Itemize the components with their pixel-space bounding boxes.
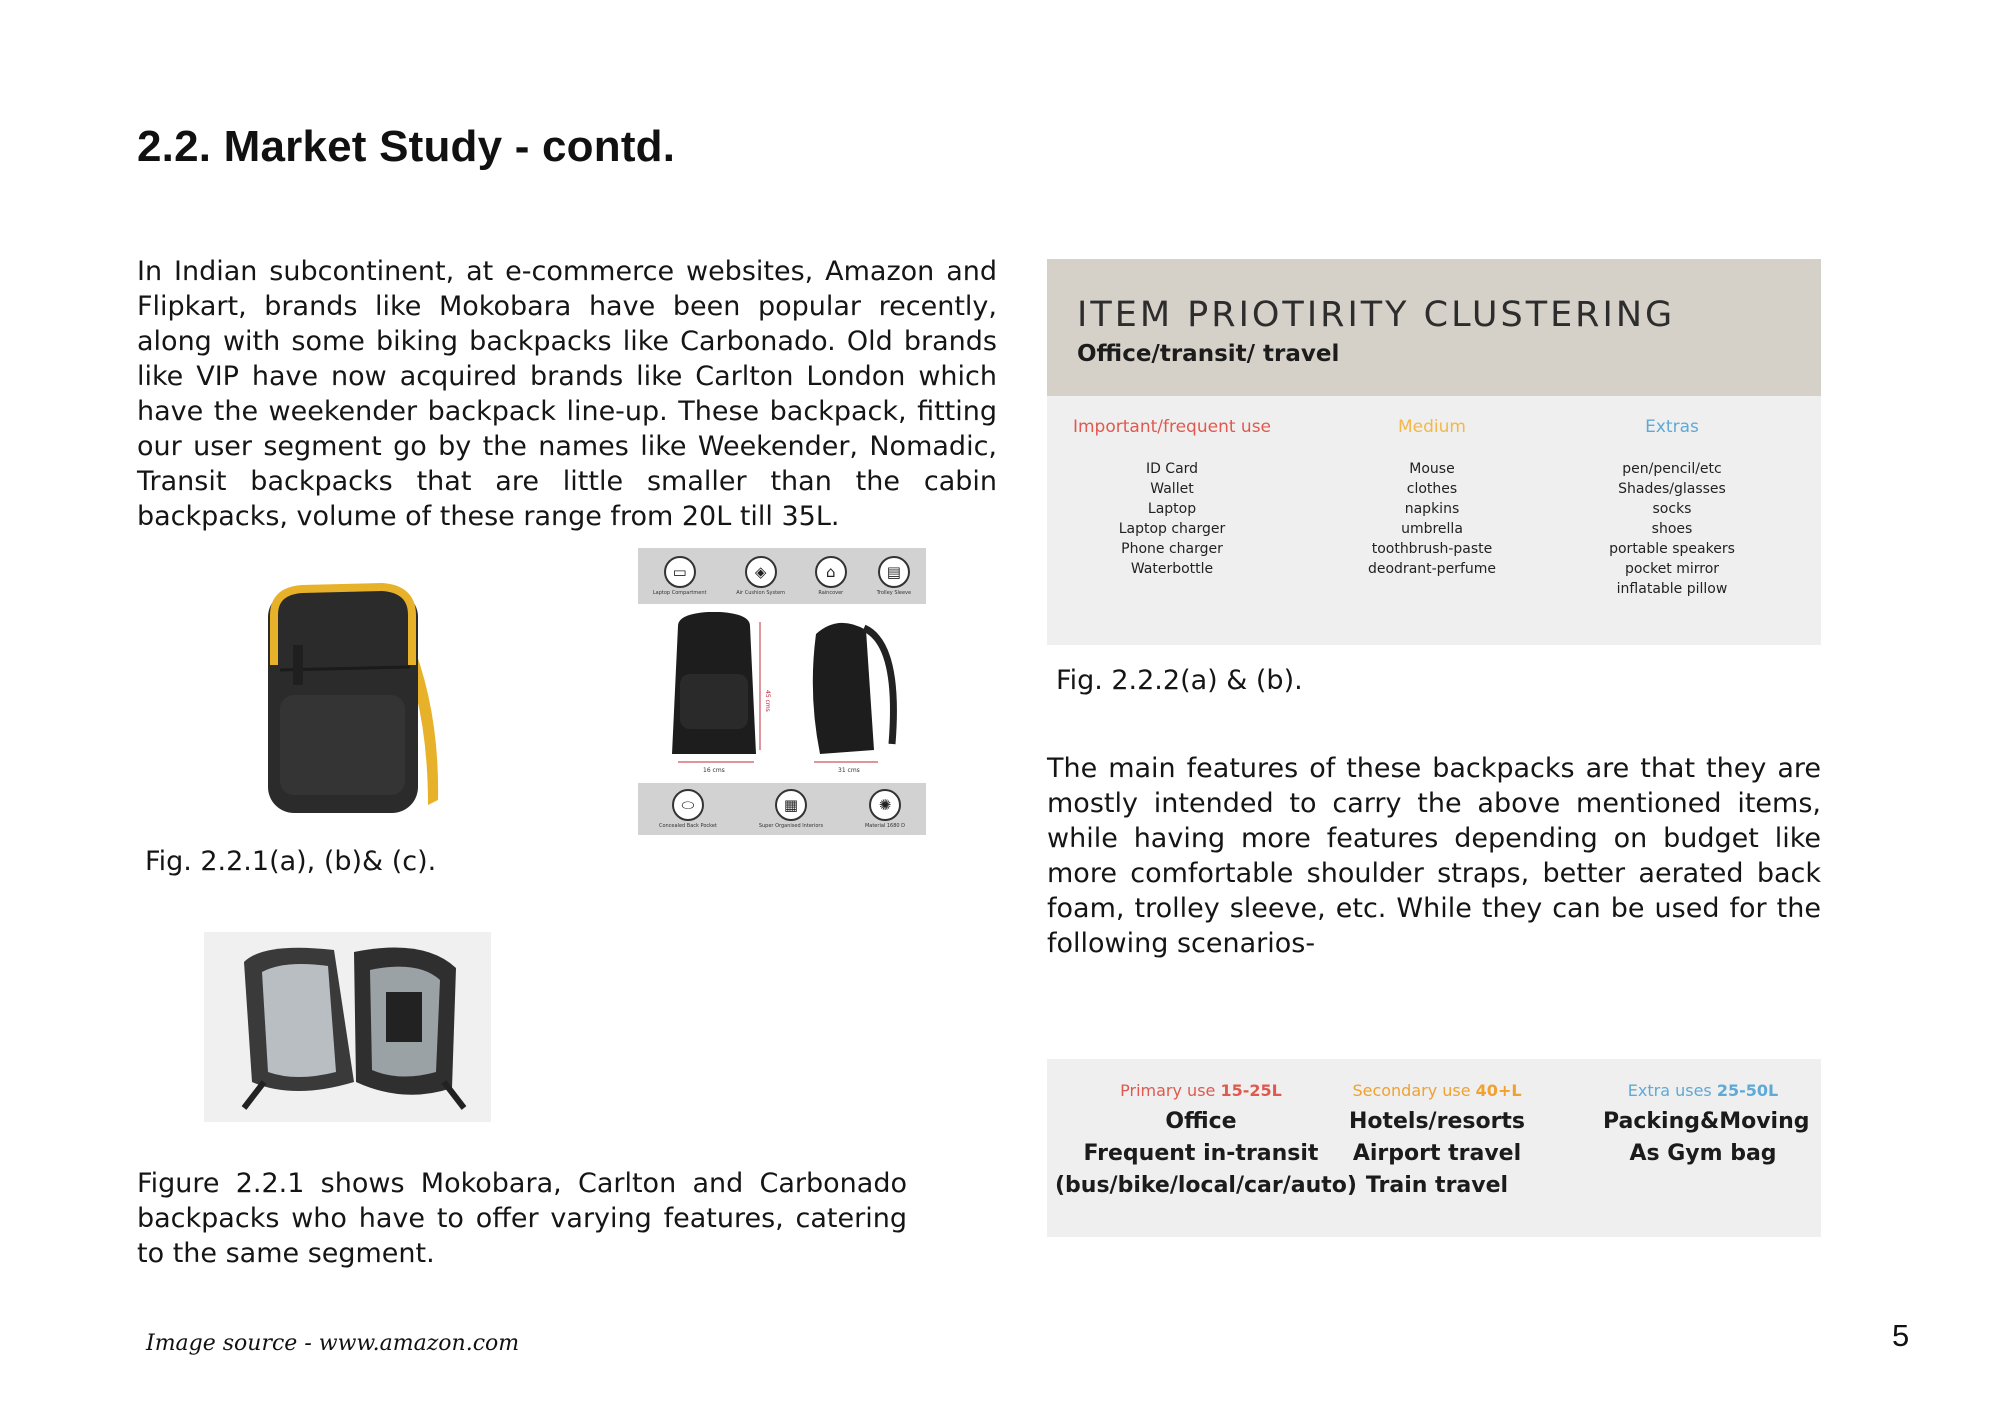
list-item: portable speakers xyxy=(1609,541,1735,557)
list-item: deodrant-perfume xyxy=(1367,561,1496,577)
list-item: napkins xyxy=(1404,501,1460,517)
list-item: Shades/glasses xyxy=(1618,481,1726,497)
scenario-volume: 25-50L xyxy=(1716,1081,1779,1100)
carlton-bottom-features-strip xyxy=(638,783,926,835)
cluster-heading: Extras xyxy=(1645,417,1699,437)
list-item: Hotels/resorts xyxy=(1348,1109,1526,1134)
scenario-volume: 15-25L xyxy=(1220,1081,1282,1100)
list-item: Office xyxy=(1165,1109,1237,1134)
list-item: (bus/bike/local/car/auto) xyxy=(1055,1173,1357,1198)
page-number: 5 xyxy=(1892,1318,1910,1353)
interiors-icon: ▦ xyxy=(775,789,807,821)
intro-paragraph: In Indian subcontinent, at e-commerce websites, Amazon and Flipkart, brands like Mokobara have been popular recently, along with some biking backpacks like Carbonado. Old brands like VIP have now acquired brands like Carlton London which have the weekender backpack line-up. These backpack, fitting our user segment go by the names like Weekender, Nomadic, Transit backpacks that are little smaller than the cabin backpacks, volume of these range from 20L till 35L. xyxy=(137,256,997,532)
cluster-heading: Medium xyxy=(1398,417,1466,437)
cushion-icon: ◈ xyxy=(745,556,777,588)
list-item: Laptop charger xyxy=(1118,521,1226,537)
list-item: As Gym bag xyxy=(1629,1141,1777,1166)
depth-dimension: 16 cms xyxy=(703,767,725,774)
usage-scenarios-card xyxy=(1047,1059,1821,1237)
list-item: inflatable pillow xyxy=(1616,581,1728,597)
list-item: Frequent in-transit xyxy=(1083,1141,1319,1166)
feature-concealed-pocket: ⬭ Concealed Back Pocket xyxy=(659,789,717,829)
laptop-icon: ▭ xyxy=(664,556,696,588)
feature-laptop-compartment: ▭ Laptop Compartment xyxy=(653,556,707,596)
scenario-heading: Primary use 15-25L xyxy=(1120,1081,1282,1100)
scenario-heading: Secondary use 40+L xyxy=(1352,1081,1522,1100)
list-item: ID Card xyxy=(1145,461,1199,477)
cluster-item-list xyxy=(1547,459,1797,599)
cluster-item-list xyxy=(1047,459,1297,579)
list-item: pocket mirror xyxy=(1624,561,1720,577)
list-item: socks xyxy=(1652,501,1692,517)
list-item: Train travel xyxy=(1365,1173,1509,1198)
scenario-item-list xyxy=(1055,1106,1357,1202)
cluster-column-extras xyxy=(1547,417,1797,599)
list-item: Laptop xyxy=(1147,501,1197,517)
clustering-header xyxy=(1047,259,1821,396)
clustering-title: ITEM PRIOTIRITY CLUSTERING xyxy=(1077,295,1676,335)
list-item: clothes xyxy=(1406,481,1458,497)
carlton-backpack-image xyxy=(638,548,926,835)
list-item: Wallet xyxy=(1150,481,1194,497)
list-item: Packing&Moving xyxy=(1603,1109,1810,1134)
scenario-item-list xyxy=(1603,1106,1810,1170)
cluster-heading: Important/frequent use xyxy=(1072,417,1272,437)
list-item: shoes xyxy=(1651,521,1693,537)
scenario-column-secondary xyxy=(1347,1081,1527,1202)
material-icon: ✺ xyxy=(869,789,901,821)
height-dimension: 45 cms xyxy=(764,690,771,712)
features-paragraph: The main features of these backpacks are that they are mostly intended to carry the above mentioned items, while having more features depending on budget like more comfortable shoulder straps, better aerated back foam, trolley sleeve, etc. While they can be used for the following scenarios- xyxy=(1047,753,1821,959)
list-item: toothbrush-paste xyxy=(1371,541,1493,557)
list-item: Airport travel xyxy=(1352,1141,1522,1166)
carlton-top-features-strip xyxy=(638,548,926,604)
cluster-item-list xyxy=(1307,459,1557,579)
cluster-column-medium xyxy=(1307,417,1557,579)
list-item: Mouse xyxy=(1409,461,1455,477)
scenario-heading: Extra uses 25-50L xyxy=(1627,1081,1779,1100)
figure-1-caption: Fig. 2.2.1(a), (b)& (c). xyxy=(145,846,437,877)
scenario-column-extra xyxy=(1603,1081,1810,1170)
list-item: umbrella xyxy=(1401,521,1463,537)
figure-2-caption: Fig. 2.2.2(a) & (b). xyxy=(1056,665,1303,696)
clustering-subtitle: Office/transit/ travel xyxy=(1077,341,1340,367)
scenario-column-primary xyxy=(1055,1081,1357,1202)
feature-material: ✺ Material 1680 D xyxy=(865,789,905,829)
list-item: pen/pencil/etc xyxy=(1622,461,1722,477)
list-item: Phone charger xyxy=(1121,541,1223,557)
raincover-icon: ⌂ xyxy=(815,556,847,588)
trolley-icon: ▤ xyxy=(878,556,910,588)
page-title: 2.2. Market Study - contd. xyxy=(137,122,676,171)
cluster-column-important xyxy=(1047,417,1297,579)
feature-air-cushion: ◈ Air Cushion System xyxy=(736,556,785,596)
image-source-note: Image source - www.amazon.com xyxy=(146,1331,520,1356)
figure-description-paragraph: Figure 2.2.1 shows Mokobara, Carlton and Carbonado backpacks who have to offer varying features, catering to the same segment. xyxy=(137,1168,907,1269)
scenario-volume: 40+L xyxy=(1475,1081,1522,1100)
feature-raincover: ⌂ Raincover xyxy=(815,556,847,596)
item-priority-clustering-card xyxy=(1047,259,1821,645)
mokobara-backpack-image xyxy=(250,575,450,820)
feature-trolley-sleeve: ▤ Trolley Sleeve xyxy=(877,556,911,596)
feature-organised-interiors: ▦ Super Organised Interiors xyxy=(759,789,823,829)
carbonado-backpack-image xyxy=(204,932,491,1122)
width-dimension: 31 cms xyxy=(838,767,860,774)
pocket-icon: ⬭ xyxy=(672,789,704,821)
list-item: Waterbottle xyxy=(1130,561,1214,577)
scenario-item-list xyxy=(1347,1106,1527,1202)
